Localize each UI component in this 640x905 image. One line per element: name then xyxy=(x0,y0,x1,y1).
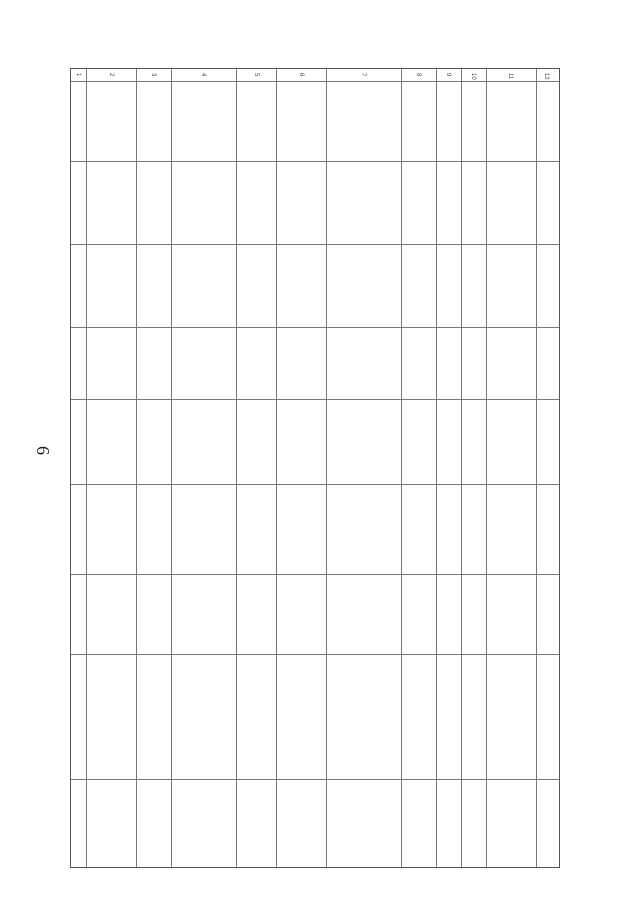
table-col-line xyxy=(401,69,402,867)
table-col-line xyxy=(171,69,172,867)
table-col-line xyxy=(86,69,87,867)
column-number-6: 6 xyxy=(298,73,304,77)
table-col-line xyxy=(326,69,327,867)
table-col-line xyxy=(536,69,537,867)
table-col-line xyxy=(436,69,437,867)
table-col-line xyxy=(486,69,487,867)
table-col-line xyxy=(276,69,277,867)
document-table xyxy=(70,68,560,868)
column-number-11: 11 xyxy=(507,73,513,80)
column-number-1: 1 xyxy=(75,73,81,77)
table-col-line xyxy=(461,69,462,867)
column-number-7: 7 xyxy=(360,73,366,77)
table-col-line xyxy=(136,69,137,867)
column-number-2: 2 xyxy=(108,73,114,77)
page-number: 6 xyxy=(33,446,53,455)
column-number-9: 9 xyxy=(445,73,451,77)
column-number-3: 3 xyxy=(150,73,156,77)
column-number-4: 4 xyxy=(200,73,206,77)
table-col-line xyxy=(236,69,237,867)
column-number-5: 5 xyxy=(253,73,259,77)
column-number-12: 12 xyxy=(543,73,549,80)
column-number-8: 8 xyxy=(415,73,421,77)
column-number-10: 10 xyxy=(470,73,476,80)
